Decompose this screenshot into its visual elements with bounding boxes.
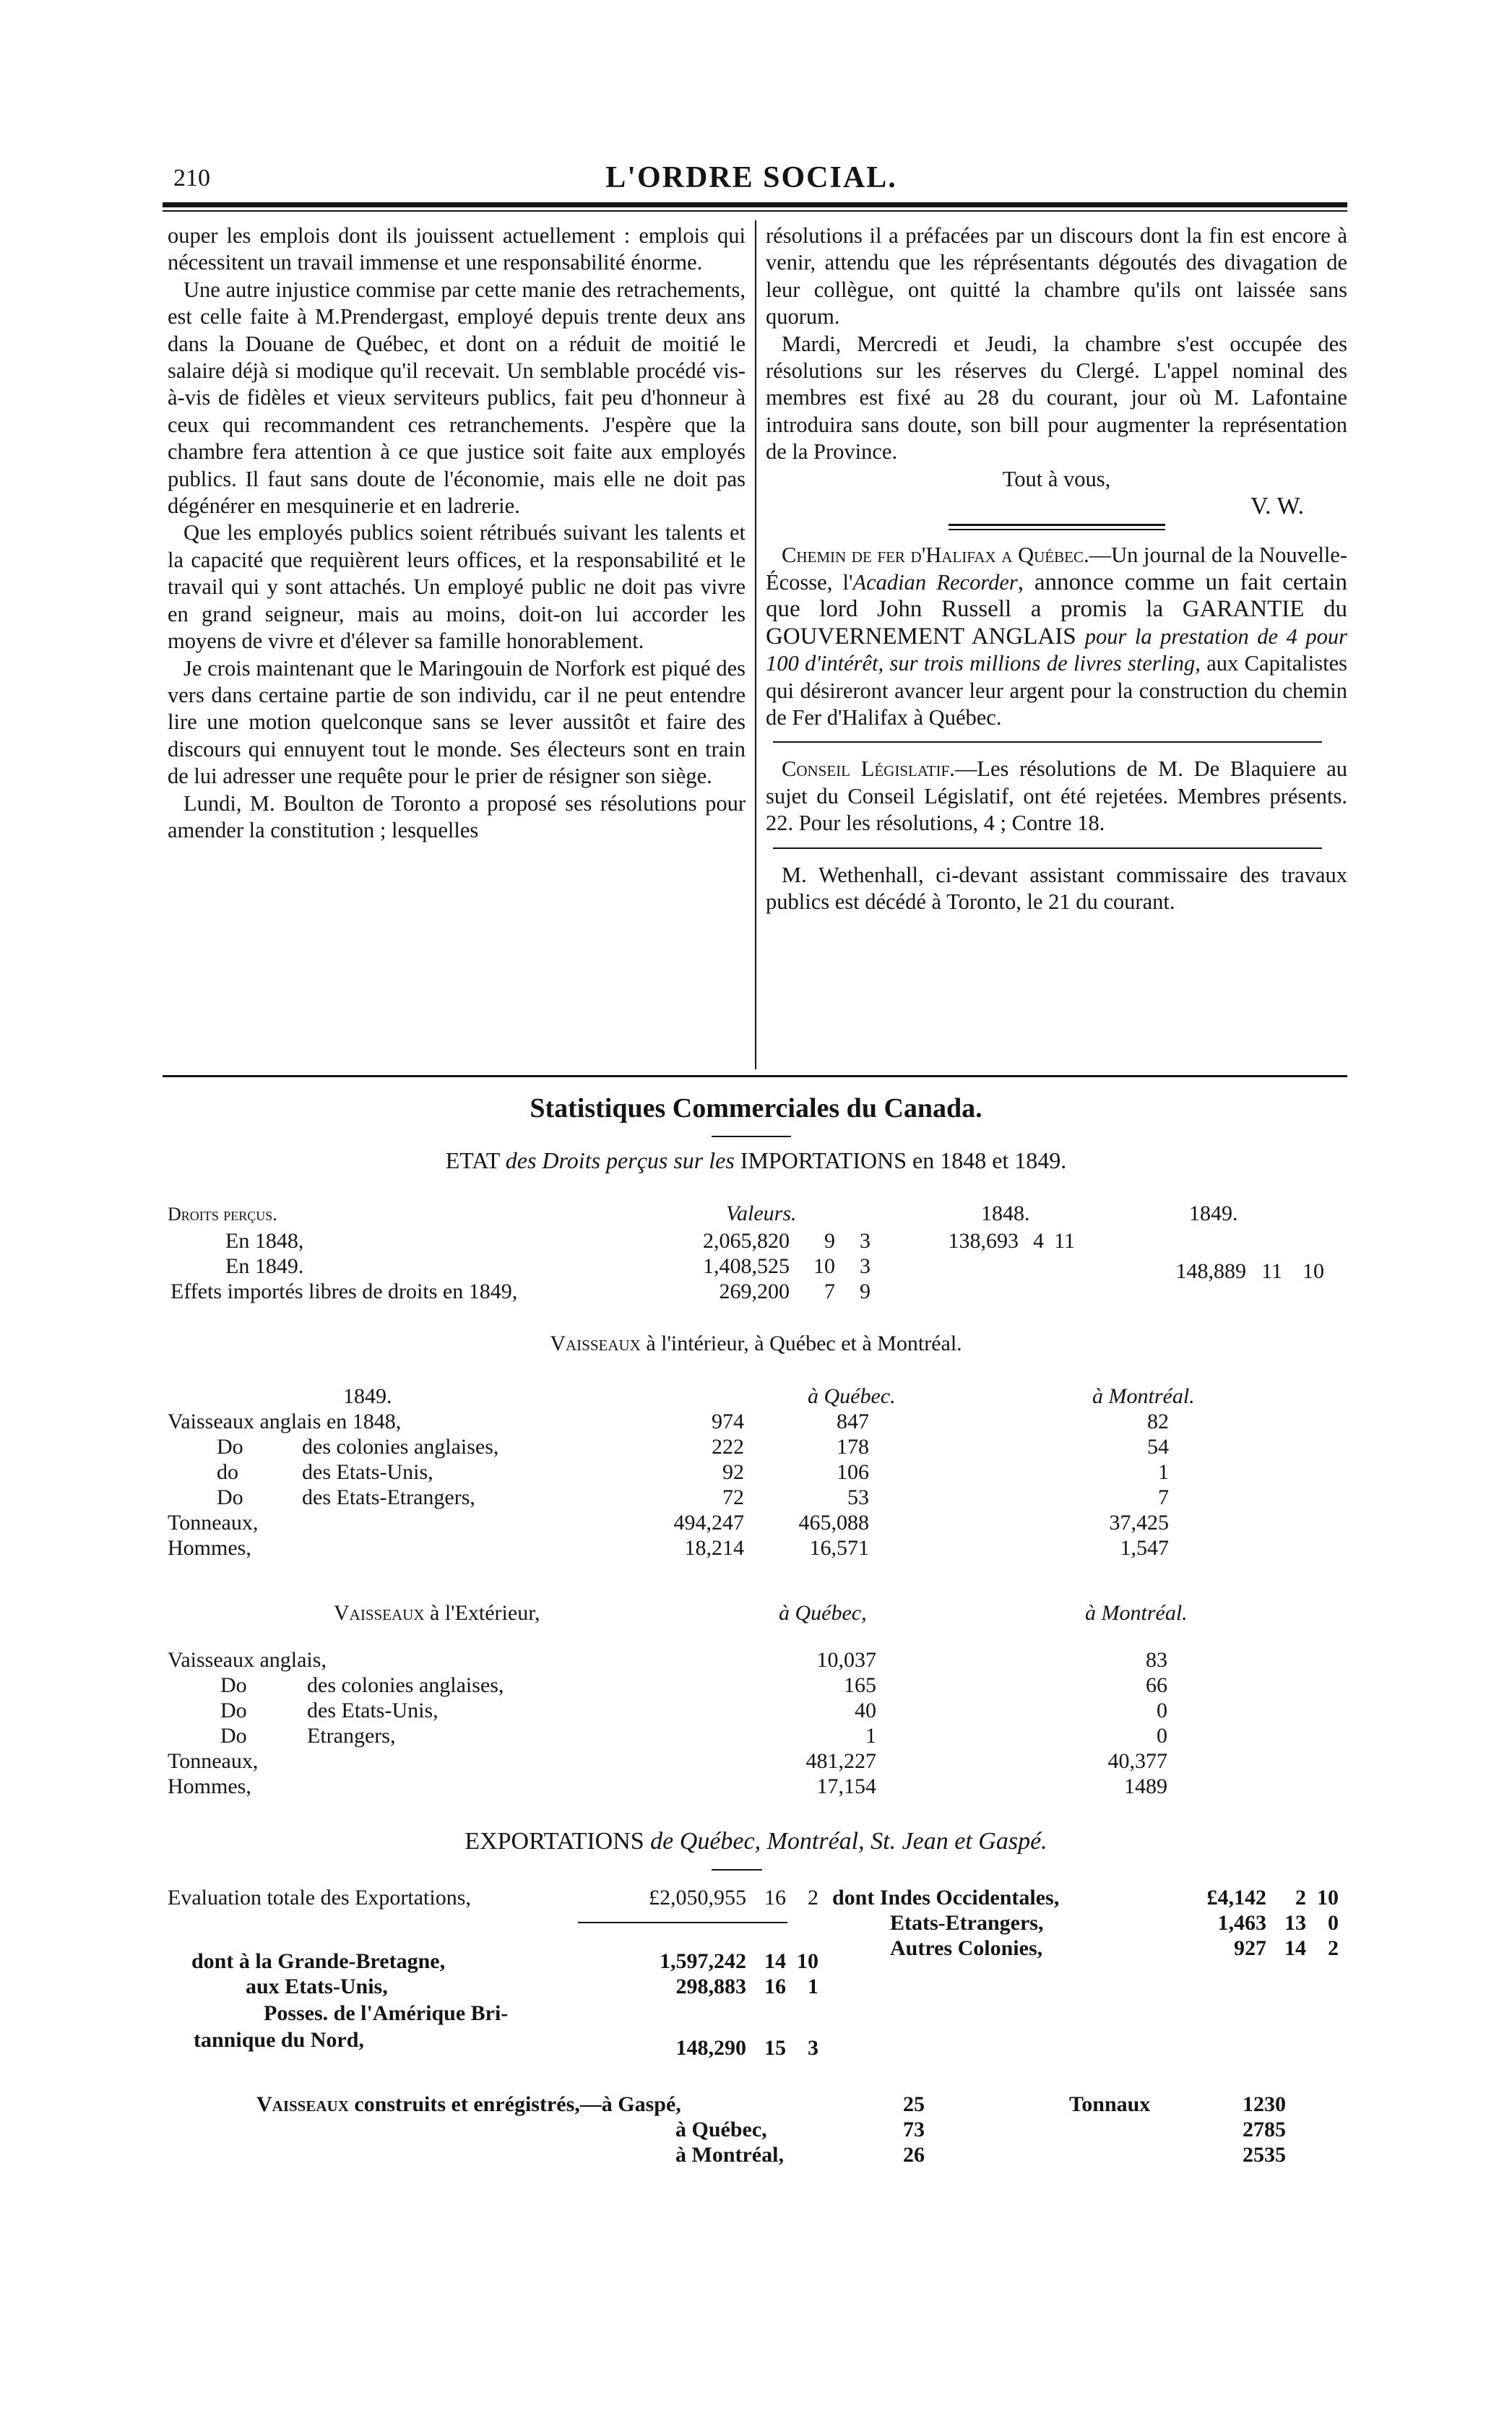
vessel-row-label: do [217,1460,238,1484]
vessel-count-quebec: 1 [865,1724,876,1748]
vessel-count-1849: 222 [712,1435,744,1459]
col-quebec: à Québec. [808,1384,896,1408]
vessel-count-montreal: 1 [1158,1460,1169,1484]
tons-count: 2535 [1243,2143,1286,2167]
value-shillings: 14 [764,1949,786,1973]
value-shillings: 13 [1284,1911,1306,1935]
value-pence: 3 [860,1254,871,1278]
halifax-text: , annonce comme un fait certain que lord John Russell a promis la GARANTIE du GOUVERNEMENT ANGLAIS [766,569,1348,650]
vessel-count-montreal: 0 [1157,1724,1167,1748]
vessel-row-sublabel: des Etats-Unis, [302,1460,433,1484]
value-pence: 9 [860,1280,871,1303]
page-number: 210 [173,165,210,191]
value-pence: 10 [1303,1259,1324,1283]
vessel-count-1849: 974 [712,1410,744,1433]
vessel-count-quebec: 106 [837,1460,869,1484]
vessel-row-label: Hommes, [168,1774,251,1798]
vessel-row-label: Vaisseaux anglais en 1848, [168,1410,402,1433]
vessel-count-quebec: 178 [837,1435,869,1459]
value-pounds: 148,889 [1175,1259,1246,1283]
exports-right-label: dont Indes Occidentales, [832,1886,1060,1910]
right-paragraph: résolutions il a préfacées par un discours dont la fin est encore à venir, attendu que les réprésentants dégoutés des divagation de leur collègue, ont quitté la chambre qu'ils ont laissée sans quorum. [766,223,1347,329]
value-pounds: 1,597,242 [660,1949,746,1973]
value-pounds: 269,200 [719,1280,790,1303]
value-pence: 0 [1328,1911,1339,1935]
vessel-count-montreal: 54 [1147,1435,1169,1459]
vessel-row-label: Tonneaux, [168,1511,259,1535]
value-pence: 10 [1317,1886,1339,1910]
vessel-count-quebec: 40 [855,1699,876,1722]
col-montreal: à Montréal. [1092,1384,1195,1408]
value-pence: 10 [797,1949,818,1973]
value-pounds: 148,290 [675,2036,746,2060]
vessel-count-1849: 72 [722,1485,744,1509]
exterieur-heading-text: à l'Extérieur, [424,1601,540,1625]
vessel-count-quebec: 481,227 [805,1749,876,1773]
halifax-heading: Chemin de fer d'Halifax a Québec. [782,543,1089,568]
right-paragraph: Mardi, Mercredi et Jeudi, la chambre s'est occupée des résolutions sur les réserves du Clergé. L'appel nominal des membres est fixé au 28 du courant, jour où M. Lafontaine introduira sans doute, son bill pour augmenter la représentation de la Province. [766,331,1347,465]
value-shillings: 7 [824,1280,835,1303]
ships-count: 25 [903,2092,925,2116]
interieur-heading-text: à l'intérieur, à Québec et à Montréal. [640,1332,962,1355]
vessel-count-1849: 494,247 [673,1511,744,1535]
left-paragraph: Que les employés publics soient rétribués suivant les talents et la capacité que requièrent leurs offices, et la responsabilité et le travail qui y sont attachés. Un employé public ne doit pas vivre en grand seigneur, mais au moins, doit-on lui accorder les moyens de vivre et d'élever sa famille honorablement. [168,520,746,654]
exports-total-label: Evaluation totale des Exportations, [168,1886,471,1910]
exports-left-label: tannique du Nord, [194,2028,364,2052]
wethenhall-notice: M. Wethenhall, ci-devant assistant commissaire des travaux publics est décédé à Toronto, le 21 du courant. [766,862,1347,914]
tonnaux-label: Tonnaux [1069,2092,1151,2116]
droits-row-label: En 1848, [225,1229,304,1253]
vessel-count-quebec: 16,571 [809,1536,869,1560]
vessel-count-quebec: 165 [844,1673,876,1697]
value-pounds: 298,883 [675,1975,746,1998]
signature: V. W. [1250,493,1304,520]
construits-label [256,2094,681,2115]
closing-line: Tout à vous, [1002,466,1111,491]
interieur-heading-sc: Vaisseaux [550,1332,641,1355]
value-pounds: £4,142 [1206,1886,1266,1910]
halifax-text: —Un journal de la Nouvelle-Écosse, l' [766,543,1347,595]
etat-text: IMPORTATIONS en 1848 et 1849. [734,1147,1067,1173]
droits-label: Droits perçus. [168,1204,277,1225]
droits-row-label: Effets importés libres de droits en 1849, [170,1280,518,1303]
ships-count: 73 [903,2118,925,2141]
left-paragraph: Lundi, M. Boulton de Toronto a proposé ses résolutions pour amender la constitution ; lesquelles [168,790,746,842]
vessel-row-label: Hommes, [168,1536,251,1560]
vessel-count-montreal: 37,425 [1109,1511,1169,1535]
value-pounds: £2,050,955 [649,1886,746,1910]
value-pence: 2 [808,1886,818,1910]
exports-right-label: Autres Colonies, [890,1936,1043,1960]
value-pounds: 927 [1234,1936,1266,1960]
vessel-row-label: Do [217,1485,243,1509]
vessel-count-montreal: 82 [1147,1410,1169,1433]
value-pounds: 1,408,525 [703,1254,790,1278]
vessel-count-montreal: 83 [1146,1648,1167,1672]
vessel-row-sublabel: des colonies anglaises, [307,1673,504,1697]
value-pence: 3 [860,1229,871,1253]
interieur-heading [0,1333,1512,1355]
vessel-count-montreal: 1489 [1124,1774,1167,1798]
vessel-count-montreal: 7 [1158,1485,1169,1509]
vessel-row-label: Do [220,1724,247,1748]
vessel-count-quebec: 10,037 [816,1648,876,1672]
vessel-count-montreal: 66 [1146,1673,1167,1697]
vessel-count-quebec: 847 [837,1410,869,1433]
col-1848: 1848. [981,1201,1030,1225]
vessel-row-sublabel: des Etats-Etrangers, [302,1485,475,1509]
vessel-row-label: Do [217,1435,243,1459]
col-quebec: à Québec, [779,1601,867,1625]
exports-total-rule [578,1922,787,1923]
value-pence: 11 [1054,1229,1075,1253]
value-pence: 1 [808,1975,818,1998]
vessel-row-sublabel: des colonies anglaises, [302,1435,499,1459]
value-pence: 3 [808,2036,818,2060]
vessel-count-montreal: 1,547 [1120,1536,1169,1560]
conseil-text: —Les résolutions de M. De Blaquiere au sujet du Conseil Législatif, ont été rejetées. Membres présents. 22. Pour les résolutions, 4 ; Contre 18. [766,756,1347,836]
value-shillings: 16 [764,1975,786,1998]
col-montreal: à Montréal. [1085,1601,1188,1625]
interieur-year: 1849. [343,1384,392,1408]
vessel-row-label: Vaisseaux anglais, [168,1648,327,1672]
exterieur-heading-sc: Vaisseaux [334,1601,425,1625]
ships-count: 26 [903,2143,925,2167]
value-shillings: 9 [824,1229,835,1253]
exports-heading-text: EXPORTATIONS [465,1828,651,1855]
vessel-count-quebec: 17,154 [816,1774,876,1798]
construits-place: à Québec, [675,2118,767,2141]
exports-heading [0,1829,1512,1854]
conseil-heading: Conseil Législatif. [782,756,955,782]
value-pounds: 1,463 [1217,1911,1266,1935]
halifax-text: aux Capitalistes qui désireront avancer leur argent pour la construction du chemin de Fer d'Halifax à Québec. [766,651,1347,730]
value-pounds: 2,065,820 [703,1229,790,1253]
halifax-emphasis: pour la prestation de 4 pour 100 d'intérêt, sur trois millions de livres sterling, [766,624,1347,676]
exports-rule [712,1869,762,1871]
vessel-count-quebec: 53 [847,1485,869,1509]
col-valeurs: Valeurs. [726,1201,797,1225]
value-shillings: 15 [764,2036,786,2060]
exports-right-label: Etats-Etrangers, [890,1911,1044,1935]
title-rule [712,1136,791,1137]
value-shillings: 2 [1295,1886,1306,1910]
value-shillings: 4 [1033,1229,1044,1253]
vessel-row-label: Do [220,1673,247,1697]
exports-heading-italic: de Québec, Montréal, St. Jean et Gaspé. [650,1828,1047,1855]
value-shillings: 10 [813,1254,835,1278]
exports-left-label: aux Etats-Unis, [246,1975,388,1998]
value-pence: 2 [1328,1936,1339,1960]
etat-text: ETAT [445,1147,506,1173]
journal-title: L'ORDRE SOCIAL. [605,161,897,194]
value-pounds: 138,693 [948,1229,1019,1253]
construits-label-sc: Vaisseaux [256,2092,349,2116]
col-1849: 1849. [1189,1201,1238,1225]
value-shillings: 11 [1261,1259,1282,1283]
exports-left-label: Posses. de l'Amérique Bri- [264,2001,509,2025]
halifax-newspaper-name: Acadian Recorder [852,569,1018,595]
vessel-row-sublabel: des Etats-Unis, [307,1699,439,1722]
value-shillings: 14 [1284,1936,1306,1960]
statistics-title: Statistiques Commerciales du Canada. [530,1093,982,1123]
vessel-count-quebec: 465,088 [798,1511,869,1535]
vessel-row-sublabel: Etrangers, [307,1724,396,1748]
construits-place: à Montréal, [675,2143,784,2167]
left-paragraph: ouper les emplois dont ils jouissent actuellement : emplois qui nécessitent un travail immense et une responsabilité énorme. [168,223,746,275]
droits-row-label: En 1849. [225,1254,304,1278]
vessel-row-label: Tonneaux, [168,1749,259,1773]
vessel-count-1849: 18,214 [684,1536,744,1560]
tons-count: 2785 [1243,2118,1286,2141]
vessel-count-montreal: 0 [1157,1699,1167,1722]
etat-text-italic: des Droits perçus sur les [505,1147,735,1173]
construits-label-text: construits et enrégistrés,—à Gaspé, [348,2092,681,2116]
left-paragraph: Je crois maintenant que le Maringouin de Norfork est piqué des vers dans certaine partie de son individu, car il ne peut entendre lire une motion quelconque sans se lever aussitôt et faire des discours qui ennuyent tout le monde. Ses électeurs sont en train de lui adresser une requête pour le prier de résigner son siège. [168,655,746,789]
value-shillings: 16 [764,1886,786,1910]
vessel-count-1849: 92 [722,1460,744,1484]
tons-count: 1230 [1243,2092,1286,2116]
left-paragraph: Une autre injustice commise par cette manie des retrachements, est celle faite à M.Prendergast, employé depuis trente deux ans dans la Douane de Québec, et dont on a réduit de moitié le salaire déjà si modique qu'il recevait. Un semblable procédé vis-à-vis de fidèles et vieux serviteurs publics, fait peu d'honneur à ceux qui recommandent ces retranchements. J'espère que la chambre fera attention à ce que justice soit faite aux employés publics. Il faut sans doute de l'économie, mais elle ne doit pas dégénérer en mesquinerie et en ladrerie. [168,277,746,519]
etat-heading [0,1149,1512,1172]
vessel-count-montreal: 40,377 [1107,1749,1167,1773]
exterieur-heading [334,1602,540,1624]
vessel-row-label: Do [220,1699,247,1722]
exports-left-label: dont à la Grande-Bretagne, [191,1949,446,1973]
